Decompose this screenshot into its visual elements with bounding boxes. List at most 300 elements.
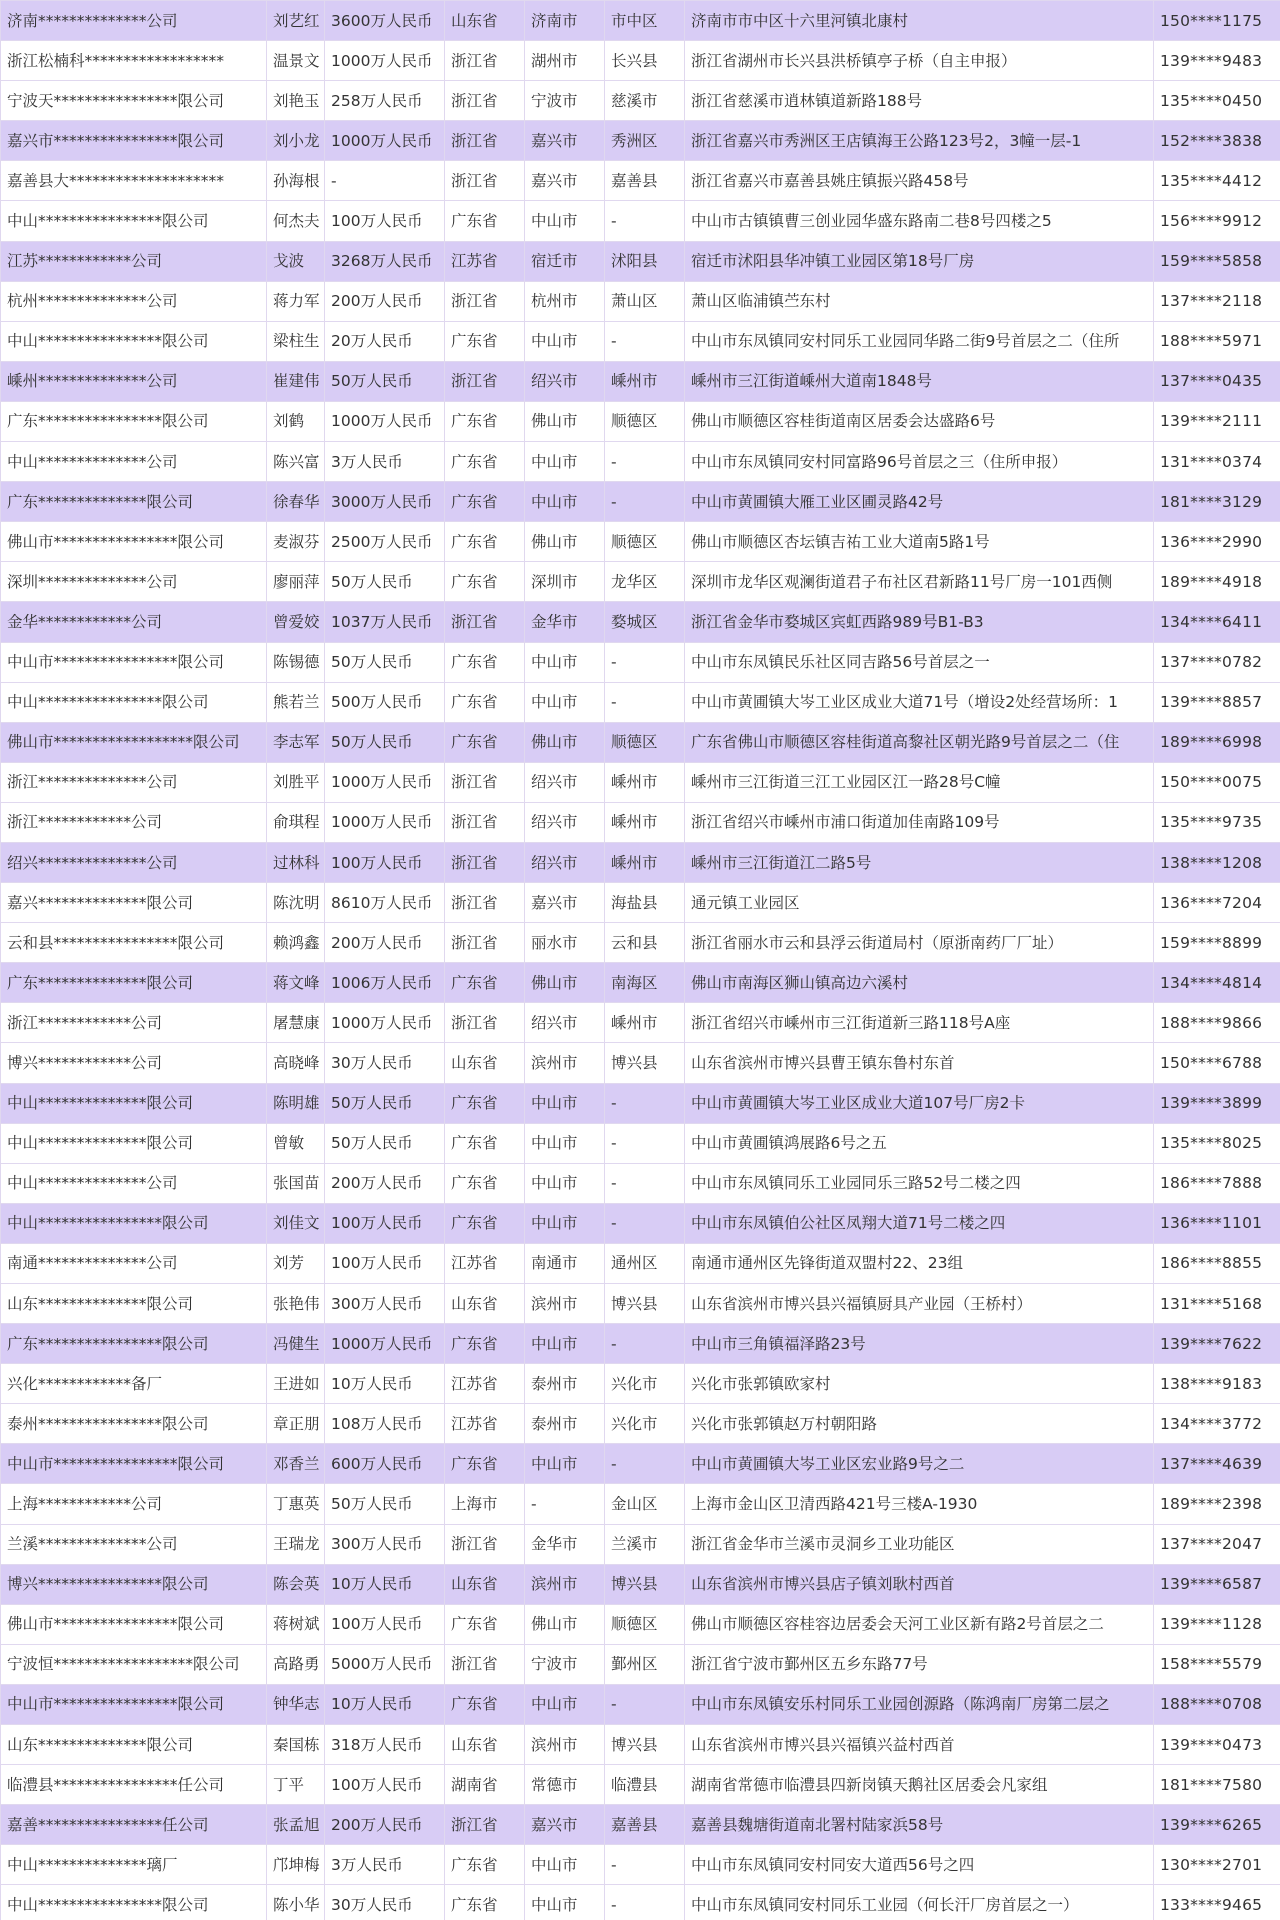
table-row[interactable]	[1, 482, 1280, 522]
table-row[interactable]	[1, 682, 1280, 722]
district-cell: 兴化市	[605, 1364, 685, 1404]
address-cell: 山东省滨州市博兴县曹王镇东鲁村东首	[685, 1043, 1154, 1083]
city-cell: 中山市	[525, 442, 605, 482]
table-row[interactable]	[1, 1043, 1280, 1083]
phone-cell: 135****9735	[1154, 802, 1280, 842]
registered-capital-cell: 300万人民币	[325, 1284, 445, 1324]
registered-capital-cell: 200万人民币	[325, 1805, 445, 1845]
table-row[interactable]	[1, 1123, 1280, 1163]
legal-representative-cell: 张孟旭	[267, 1805, 325, 1845]
table-row[interactable]	[1, 762, 1280, 802]
table-row[interactable]	[1, 1284, 1280, 1324]
city-cell: 嘉兴市	[525, 1805, 605, 1845]
district-cell: 嵊州市	[605, 842, 685, 882]
phone-cell: 150****1175	[1154, 1, 1280, 41]
province-cell: 江苏省	[445, 241, 525, 281]
city-cell: 嘉兴市	[525, 161, 605, 201]
legal-representative-cell: 麦淑芬	[267, 522, 325, 562]
registered-capital-cell: 100万人民币	[325, 1604, 445, 1644]
company-name-cell: 佛山市****************限公司	[1, 1604, 267, 1644]
phone-cell: 136****7204	[1154, 883, 1280, 923]
registered-capital-cell: 10万人民币	[325, 1684, 445, 1724]
registered-capital-cell: 258万人民币	[325, 81, 445, 121]
registered-capital-cell: 1006万人民币	[325, 963, 445, 1003]
phone-cell: 186****8855	[1154, 1243, 1280, 1283]
phone-cell: 139****1128	[1154, 1604, 1280, 1644]
district-cell: -	[605, 642, 685, 682]
district-cell: -	[605, 1684, 685, 1724]
phone-cell: 150****6788	[1154, 1043, 1280, 1083]
city-cell: 滨州市	[525, 1564, 605, 1604]
company-name-cell: 广东**************限公司	[1, 482, 267, 522]
company-name-cell: 中山****************限公司	[1, 682, 267, 722]
phone-cell: 134****3772	[1154, 1404, 1280, 1444]
registered-capital-cell: 50万人民币	[325, 1484, 445, 1524]
phone-cell: 189****4918	[1154, 562, 1280, 602]
company-name-cell: 杭州**************公司	[1, 281, 267, 321]
table-row[interactable]	[1, 281, 1280, 321]
registered-capital-cell: 1000万人民币	[325, 41, 445, 81]
district-cell: -	[605, 482, 685, 522]
legal-representative-cell: 蒋力军	[267, 281, 325, 321]
table-row[interactable]	[1, 802, 1280, 842]
table-row[interactable]	[1, 1644, 1280, 1684]
company-name-cell: 博兴****************限公司	[1, 1564, 267, 1604]
province-cell: 浙江省	[445, 161, 525, 201]
phone-cell: 137****2118	[1154, 281, 1280, 321]
table-row[interactable]	[1, 562, 1280, 602]
city-cell: 常德市	[525, 1765, 605, 1805]
phone-cell: 188****0708	[1154, 1684, 1280, 1724]
city-cell: 深圳市	[525, 562, 605, 602]
province-cell: 广东省	[445, 722, 525, 762]
table-row[interactable]	[1, 1604, 1280, 1644]
province-cell: 江苏省	[445, 1404, 525, 1444]
phone-cell: 135****0450	[1154, 81, 1280, 121]
registered-capital-cell: 3万人民币	[325, 1845, 445, 1885]
table-row[interactable]	[1, 1684, 1280, 1724]
province-cell: 山东省	[445, 1043, 525, 1083]
table-row[interactable]	[1, 1444, 1280, 1484]
province-cell: 广东省	[445, 201, 525, 241]
province-cell: 江苏省	[445, 1243, 525, 1283]
address-cell: 中山市东凤镇同安村同乐工业园同华路二街9号首层之二（住所	[685, 321, 1154, 361]
phone-cell: 152****3838	[1154, 121, 1280, 161]
registered-capital-cell: -	[325, 161, 445, 201]
address-cell: 佛山市顺德区杏坛镇吉祐工业大道南5路1号	[685, 522, 1154, 562]
address-cell: 中山市黄圃镇大雁工业区圃灵路42号	[685, 482, 1154, 522]
phone-cell: 181****7580	[1154, 1765, 1280, 1805]
company-name-cell: 浙江**************公司	[1, 762, 267, 802]
legal-representative-cell: 高路勇	[267, 1644, 325, 1684]
legal-representative-cell: 陈沈明	[267, 883, 325, 923]
district-cell: -	[605, 201, 685, 241]
address-cell: 济南市市中区十六里河镇北康村	[685, 1, 1154, 41]
district-cell: 嵊州市	[605, 361, 685, 401]
registered-capital-cell: 108万人民币	[325, 1404, 445, 1444]
city-cell: 滨州市	[525, 1284, 605, 1324]
province-cell: 山东省	[445, 1284, 525, 1324]
phone-cell: 135****8025	[1154, 1123, 1280, 1163]
legal-representative-cell: 刘芳	[267, 1243, 325, 1283]
address-cell: 山东省滨州市博兴县兴福镇兴益村西首	[685, 1725, 1154, 1765]
legal-representative-cell: 章正朋	[267, 1404, 325, 1444]
table-row[interactable]	[1, 923, 1280, 963]
province-cell: 广东省	[445, 482, 525, 522]
city-cell: 中山市	[525, 201, 605, 241]
province-cell: 广东省	[445, 682, 525, 722]
city-cell: 宁波市	[525, 1644, 605, 1684]
address-cell: 佛山市顺德区容桂容边居委会天河工业区新有路2号首层之二	[685, 1604, 1154, 1644]
registered-capital-cell: 100万人民币	[325, 1243, 445, 1283]
legal-representative-cell: 曾爱姣	[267, 602, 325, 642]
registered-capital-cell: 200万人民币	[325, 1163, 445, 1203]
province-cell: 广东省	[445, 1083, 525, 1123]
legal-representative-cell: 刘艺红	[267, 1, 325, 41]
company-name-cell: 中山市****************限公司	[1, 642, 267, 682]
province-cell: 广东省	[445, 1203, 525, 1243]
company-name-cell: 山东**************限公司	[1, 1725, 267, 1765]
province-cell: 浙江省	[445, 81, 525, 121]
phone-cell: 188****5971	[1154, 321, 1280, 361]
table-row[interactable]	[1, 161, 1280, 201]
phone-cell: 137****4639	[1154, 1444, 1280, 1484]
district-cell: 金山区	[605, 1484, 685, 1524]
table-row[interactable]	[1, 1163, 1280, 1203]
company-name-cell: 泰州****************限公司	[1, 1404, 267, 1444]
registered-capital-cell: 100万人民币	[325, 1203, 445, 1243]
company-name-cell: 广东****************限公司	[1, 1324, 267, 1364]
province-cell: 广东省	[445, 1885, 525, 1920]
city-cell: 丽水市	[525, 923, 605, 963]
city-cell: 佛山市	[525, 522, 605, 562]
province-cell: 江苏省	[445, 1364, 525, 1404]
district-cell: 兰溪市	[605, 1524, 685, 1564]
table-row[interactable]	[1, 1364, 1280, 1404]
address-cell: 宿迁市沭阳县华冲镇工业园区第18号厂房	[685, 241, 1154, 281]
legal-representative-cell: 陈锡德	[267, 642, 325, 682]
city-cell: 泰州市	[525, 1404, 605, 1444]
table-row[interactable]	[1, 1, 1280, 41]
table-row[interactable]	[1, 321, 1280, 361]
company-name-cell: 绍兴**************公司	[1, 842, 267, 882]
company-name-cell: 佛山市****************限公司	[1, 522, 267, 562]
table-row[interactable]	[1, 642, 1280, 682]
address-cell: 佛山市南海区狮山镇高边六溪村	[685, 963, 1154, 1003]
table-row[interactable]	[1, 883, 1280, 923]
phone-cell: 189****2398	[1154, 1484, 1280, 1524]
district-cell: 临澧县	[605, 1765, 685, 1805]
table-row[interactable]	[1, 722, 1280, 762]
province-cell: 广东省	[445, 1604, 525, 1644]
phone-cell: 181****3129	[1154, 482, 1280, 522]
address-cell: 嵊州市三江街道三江工业园区江一路28号C幢	[685, 762, 1154, 802]
legal-representative-cell: 屠慧康	[267, 1003, 325, 1043]
table-row[interactable]	[1, 442, 1280, 482]
phone-cell: 137****2047	[1154, 1524, 1280, 1564]
address-cell: 中山市古镇镇曹三创业园华盛东路南二巷8号四楼之5	[685, 201, 1154, 241]
city-cell: 滨州市	[525, 1043, 605, 1083]
registered-capital-cell: 50万人民币	[325, 722, 445, 762]
address-cell: 浙江省湖州市长兴县洪桥镇亭子桥（自主申报）	[685, 41, 1154, 81]
legal-representative-cell: 蒋文峰	[267, 963, 325, 1003]
province-cell: 山东省	[445, 1, 525, 41]
city-cell: 杭州市	[525, 281, 605, 321]
phone-cell: 136****1101	[1154, 1203, 1280, 1243]
district-cell: 博兴县	[605, 1564, 685, 1604]
phone-cell: 134****4814	[1154, 963, 1280, 1003]
registered-capital-cell: 1000万人民币	[325, 401, 445, 441]
province-cell: 广东省	[445, 963, 525, 1003]
table-row[interactable]	[1, 1083, 1280, 1123]
phone-cell: 139****3899	[1154, 1083, 1280, 1123]
phone-cell: 159****8899	[1154, 923, 1280, 963]
table-row[interactable]	[1, 1203, 1280, 1243]
registered-capital-cell: 1000万人民币	[325, 1003, 445, 1043]
phone-cell: 138****1208	[1154, 842, 1280, 882]
city-cell: 中山市	[525, 642, 605, 682]
registered-capital-cell: 50万人民币	[325, 562, 445, 602]
legal-representative-cell: 过林科	[267, 842, 325, 882]
registered-capital-cell: 100万人民币	[325, 1765, 445, 1805]
province-cell: 浙江省	[445, 281, 525, 321]
district-cell: 沭阳县	[605, 241, 685, 281]
company-name-cell: 广东**************限公司	[1, 963, 267, 1003]
city-cell: 宿迁市	[525, 241, 605, 281]
table-row[interactable]	[1, 1524, 1280, 1564]
table-row[interactable]	[1, 41, 1280, 81]
district-cell: 嘉善县	[605, 161, 685, 201]
table-row[interactable]	[1, 1003, 1280, 1043]
phone-cell: 135****4412	[1154, 161, 1280, 201]
table-row[interactable]	[1, 1243, 1280, 1283]
table-row[interactable]	[1, 1564, 1280, 1604]
district-cell: 博兴县	[605, 1725, 685, 1765]
city-cell: 中山市	[525, 1444, 605, 1484]
registered-capital-cell: 30万人民币	[325, 1043, 445, 1083]
company-name-cell: 中山**************公司	[1, 1163, 267, 1203]
table-row[interactable]	[1, 1885, 1280, 1920]
city-cell: 中山市	[525, 482, 605, 522]
legal-representative-cell: 孙海根	[267, 161, 325, 201]
registered-capital-cell: 100万人民币	[325, 201, 445, 241]
registered-capital-cell: 200万人民币	[325, 923, 445, 963]
table-row[interactable]	[1, 81, 1280, 121]
city-cell: 中山市	[525, 321, 605, 361]
registered-capital-cell: 3万人民币	[325, 442, 445, 482]
address-cell: 嵊州市三江街道江二路5号	[685, 842, 1154, 882]
city-cell: 南通市	[525, 1243, 605, 1283]
address-cell: 中山市黄圃镇大岑工业区宏业路9号之二	[685, 1444, 1154, 1484]
city-cell: 佛山市	[525, 722, 605, 762]
phone-cell: 138****9183	[1154, 1364, 1280, 1404]
district-cell: 市中区	[605, 1, 685, 41]
phone-cell: 156****9912	[1154, 201, 1280, 241]
phone-cell: 137****0435	[1154, 361, 1280, 401]
district-cell: 嘉善县	[605, 1805, 685, 1845]
table-row[interactable]	[1, 401, 1280, 441]
legal-representative-cell: 赖鸿鑫	[267, 923, 325, 963]
district-cell: 通州区	[605, 1243, 685, 1283]
legal-representative-cell: 熊若兰	[267, 682, 325, 722]
legal-representative-cell: 徐春华	[267, 482, 325, 522]
registered-capital-cell: 20万人民币	[325, 321, 445, 361]
address-cell: 中山市黄圃镇大岑工业区成业大道71号（增设2处经营场所：1	[685, 682, 1154, 722]
city-cell: 嘉兴市	[525, 883, 605, 923]
address-cell: 嵊州市三江街道嵊州大道南1848号	[685, 361, 1154, 401]
company-name-cell: 兰溪**************公司	[1, 1524, 267, 1564]
province-cell: 广东省	[445, 562, 525, 602]
province-cell: 浙江省	[445, 1805, 525, 1845]
district-cell: -	[605, 1845, 685, 1885]
table-row[interactable]	[1, 1845, 1280, 1885]
company-name-cell: 嘉善****************任公司	[1, 1805, 267, 1845]
province-cell: 浙江省	[445, 802, 525, 842]
registered-capital-cell: 200万人民币	[325, 281, 445, 321]
legal-representative-cell: 刘小龙	[267, 121, 325, 161]
province-cell: 广东省	[445, 522, 525, 562]
province-cell: 广东省	[445, 642, 525, 682]
company-name-cell: 中山****************限公司	[1, 1203, 267, 1243]
phone-cell: 131****0374	[1154, 442, 1280, 482]
legal-representative-cell: 崔建伟	[267, 361, 325, 401]
district-cell: -	[605, 321, 685, 361]
city-cell: 中山市	[525, 1083, 605, 1123]
legal-representative-cell: 冯健生	[267, 1324, 325, 1364]
registered-capital-cell: 1000万人民币	[325, 802, 445, 842]
city-cell: 佛山市	[525, 963, 605, 1003]
registered-capital-cell: 1000万人民币	[325, 1324, 445, 1364]
address-cell: 浙江省丽水市云和县浮云街道局村（原浙南药厂厂址）	[685, 923, 1154, 963]
city-cell: 绍兴市	[525, 802, 605, 842]
district-cell: 秀洲区	[605, 121, 685, 161]
registered-capital-cell: 3600万人民币	[325, 1, 445, 41]
city-cell: 中山市	[525, 1845, 605, 1885]
legal-representative-cell: 陈兴富	[267, 442, 325, 482]
phone-cell: 139****6587	[1154, 1564, 1280, 1604]
table-row[interactable]	[1, 201, 1280, 241]
province-cell: 浙江省	[445, 1524, 525, 1564]
phone-cell: 133****9465	[1154, 1885, 1280, 1920]
city-cell: 绍兴市	[525, 1003, 605, 1043]
registered-capital-cell: 2500万人民币	[325, 522, 445, 562]
city-cell: -	[525, 1484, 605, 1524]
address-cell: 浙江省绍兴市嵊州市浦口街道加佳南路109号	[685, 802, 1154, 842]
city-cell: 中山市	[525, 1163, 605, 1203]
company-name-cell: 江苏************公司	[1, 241, 267, 281]
table-row[interactable]	[1, 1484, 1280, 1524]
company-name-cell: 宁波天****************限公司	[1, 81, 267, 121]
district-cell: 顺德区	[605, 522, 685, 562]
company-name-cell: 宁波恒******************限公司	[1, 1644, 267, 1684]
legal-representative-cell: 蒋树斌	[267, 1604, 325, 1644]
table-row[interactable]	[1, 602, 1280, 642]
table-row[interactable]	[1, 842, 1280, 882]
city-cell: 金华市	[525, 1524, 605, 1564]
address-cell: 中山市黄圃镇鸿展路6号之五	[685, 1123, 1154, 1163]
province-cell: 广东省	[445, 1684, 525, 1724]
address-cell: 佛山市顺德区容桂街道南区居委会达盛路6号	[685, 401, 1154, 441]
address-cell: 萧山区临浦镇苎东村	[685, 281, 1154, 321]
legal-representative-cell: 陈明雄	[267, 1083, 325, 1123]
registered-capital-cell: 50万人民币	[325, 642, 445, 682]
district-cell: 婺城区	[605, 602, 685, 642]
address-cell: 兴化市张郭镇赵万村朝阳路	[685, 1404, 1154, 1444]
phone-cell: 139****7622	[1154, 1324, 1280, 1364]
company-name-cell: 兴化************备厂	[1, 1364, 267, 1404]
table-row[interactable]	[1, 121, 1280, 161]
legal-representative-cell: 刘胜平	[267, 762, 325, 802]
table-row[interactable]	[1, 241, 1280, 281]
phone-cell: 159****5858	[1154, 241, 1280, 281]
province-cell: 山东省	[445, 1725, 525, 1765]
province-cell: 广东省	[445, 321, 525, 361]
phone-cell: 150****0075	[1154, 762, 1280, 802]
table-row[interactable]	[1, 522, 1280, 562]
company-name-cell: 浙江************公司	[1, 1003, 267, 1043]
company-name-cell: 深圳**************公司	[1, 562, 267, 602]
address-cell: 中山市东凤镇安乐村同乐工业园创源路（陈鸿南厂房第二层之	[685, 1684, 1154, 1724]
province-cell: 广东省	[445, 1123, 525, 1163]
address-cell: 浙江省绍兴市嵊州市三江街道新三路118号A座	[685, 1003, 1154, 1043]
company-name-cell: 中山****************限公司	[1, 1885, 267, 1920]
district-cell: 兴化市	[605, 1404, 685, 1444]
city-cell: 绍兴市	[525, 762, 605, 802]
city-cell: 中山市	[525, 1885, 605, 1920]
table-row[interactable]	[1, 1404, 1280, 1444]
phone-cell: 139****2111	[1154, 401, 1280, 441]
table-row[interactable]	[1, 1324, 1280, 1364]
phone-cell: 189****6998	[1154, 722, 1280, 762]
legal-representative-cell: 刘佳文	[267, 1203, 325, 1243]
district-cell: 南海区	[605, 963, 685, 1003]
company-name-cell: 嵊州**************公司	[1, 361, 267, 401]
address-cell: 通元镇工业园区	[685, 883, 1154, 923]
table-row[interactable]	[1, 1765, 1280, 1805]
table-row[interactable]	[1, 1725, 1280, 1765]
legal-representative-cell: 张艳伟	[267, 1284, 325, 1324]
phone-cell: 134****6411	[1154, 602, 1280, 642]
district-cell: -	[605, 1163, 685, 1203]
district-cell: -	[605, 1324, 685, 1364]
city-cell: 佛山市	[525, 1604, 605, 1644]
registered-capital-cell: 300万人民币	[325, 1524, 445, 1564]
registered-capital-cell: 50万人民币	[325, 1123, 445, 1163]
company-name-cell: 嘉兴**************限公司	[1, 883, 267, 923]
phone-cell: 186****7888	[1154, 1163, 1280, 1203]
province-cell: 浙江省	[445, 1003, 525, 1043]
legal-representative-cell: 钟华志	[267, 1684, 325, 1724]
registered-capital-cell: 5000万人民币	[325, 1644, 445, 1684]
district-cell: 博兴县	[605, 1043, 685, 1083]
address-cell: 中山市东凤镇同乐工业园同乐三路52号二楼之四	[685, 1163, 1154, 1203]
address-cell: 浙江省嘉兴市秀洲区王店镇海王公路123号2，3幢一层-1	[685, 121, 1154, 161]
company-name-cell: 山东**************限公司	[1, 1284, 267, 1324]
registered-capital-cell: 3000万人民币	[325, 482, 445, 522]
province-cell: 浙江省	[445, 121, 525, 161]
phone-cell: 139****8857	[1154, 682, 1280, 722]
district-cell: 云和县	[605, 923, 685, 963]
table-row[interactable]	[1, 963, 1280, 1003]
address-cell: 中山市东凤镇同安村同乐工业园（何长汗厂房首层之一）	[685, 1885, 1154, 1920]
legal-representative-cell: 戈波	[267, 241, 325, 281]
province-cell: 湖南省	[445, 1765, 525, 1805]
table-row[interactable]	[1, 1805, 1280, 1845]
table-row[interactable]	[1, 361, 1280, 401]
company-name-cell: 中山**************公司	[1, 442, 267, 482]
district-cell: -	[605, 1444, 685, 1484]
province-cell: 浙江省	[445, 1644, 525, 1684]
